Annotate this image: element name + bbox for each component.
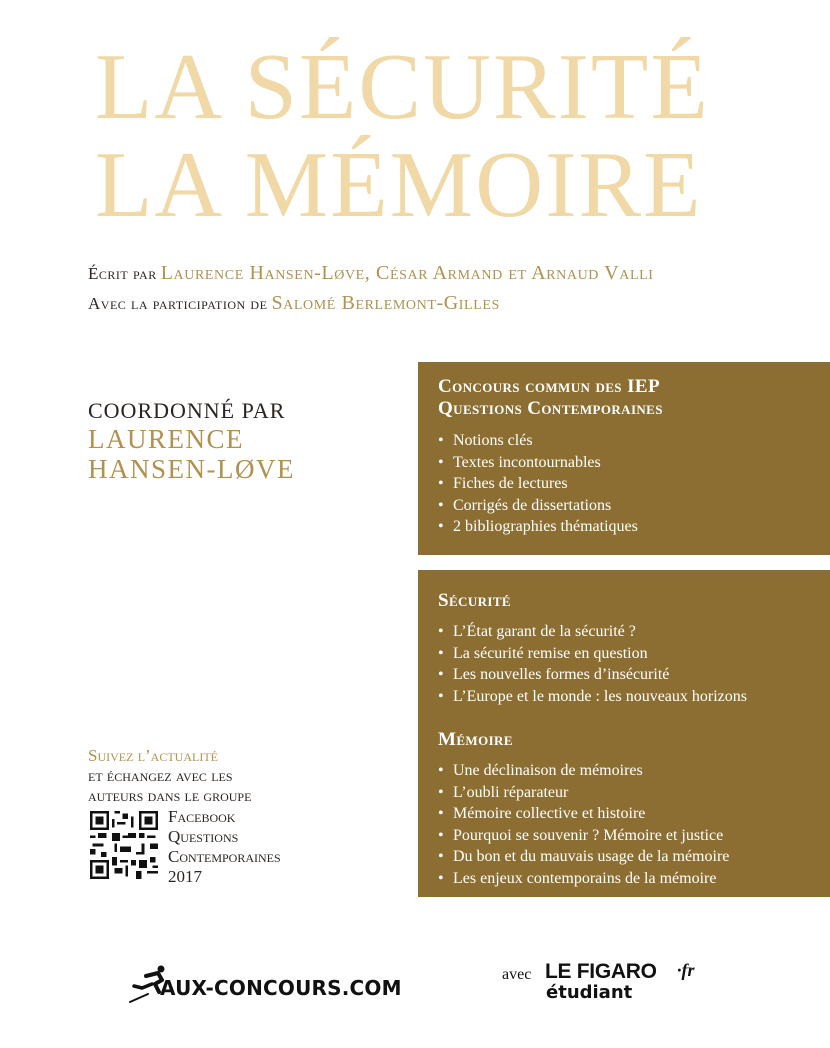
list-item: • Mémoire collective et histoire — [438, 803, 814, 825]
figaro-fr-text: ·fr — [677, 960, 695, 980]
memoire-list — [438, 760, 814, 889]
authors-names: Laurence Hansen-Løve, César Armand et Arnaud Valli — [160, 262, 654, 284]
coordinator-name-line2: HANSEN-LØVE — [88, 454, 295, 484]
figaro-text: LE FIGARO — [545, 960, 657, 983]
qr-line-year: 2017 — [168, 867, 202, 886]
section-title-securite: Sécurité — [438, 590, 512, 611]
qr-line-contemporaines: Contemporaines — [168, 847, 281, 866]
list-item: • L’Europe et le monde : les nouveaux horizons — [438, 686, 814, 708]
follow-line3: auteurs dans le groupe — [88, 786, 252, 805]
coordinated-by-label: COORDONNÉ PAR — [88, 398, 286, 423]
participation-name: Salomé Berlemont-Gilles — [271, 292, 500, 314]
list-item: • L’oubli réparateur — [438, 782, 814, 804]
securite-list — [438, 621, 814, 707]
contest-title-line1: Concours commun des IEP — [438, 376, 660, 397]
list-item: • Corrigés de dissertations — [438, 495, 814, 517]
follow-line2: et échangez avec les — [88, 766, 233, 785]
qr-line-questions: Questions — [168, 827, 239, 846]
participation-label: Avec la participation de — [88, 294, 268, 313]
contest-list — [438, 430, 814, 538]
follow-line1: Suivez l’actualité — [88, 746, 219, 765]
list-item: • Du bon et du mauvais usage de la mémoire — [438, 846, 814, 868]
coordinator-name-line1: LAURENCE — [88, 424, 244, 454]
coordination-block — [88, 398, 408, 484]
book-title-line2: LA MÉMOIRE — [95, 133, 703, 237]
list-item: • Les enjeux contemporains de la mémoire — [438, 868, 814, 890]
contest-title-line2: Questions Contemporaines — [438, 398, 663, 419]
list-item: • L’État garant de la sécurité ? — [438, 621, 814, 643]
list-item: • Notions clés — [438, 430, 814, 452]
authors-credit — [88, 262, 654, 285]
list-item: • Textes incontournables — [438, 452, 814, 474]
follow-block — [88, 746, 251, 806]
contest-panel — [418, 362, 830, 555]
etudiant-text: étudiant — [546, 982, 633, 1003]
aux-concours-text: AUX-CONCOURS.COM — [160, 976, 402, 1000]
qr-line-facebook: Facebook — [168, 807, 236, 826]
section-title-memoire: Mémoire — [438, 729, 513, 750]
written-by-label: Écrit par — [88, 264, 157, 283]
list-item: • Une déclinaison de mémoires — [438, 760, 814, 782]
facebook-group-text — [168, 807, 281, 887]
participation-credit — [88, 292, 500, 315]
book-title-line1: LA SÉCURITÉ — [95, 35, 710, 139]
avec-label: avec — [502, 966, 532, 983]
list-item: • Pourquoi se souvenir ? Mémoire et justice — [438, 825, 814, 847]
list-item: • Les nouvelles formes d’insécurité — [438, 664, 814, 686]
list-item: • La sécurité remise en question — [438, 643, 814, 665]
qr-code-icon[interactable] — [90, 810, 158, 880]
list-item: • 2 bibliographies thématiques — [438, 516, 814, 538]
themes-panel — [418, 570, 830, 897]
list-item: • Fiches de lectures — [438, 473, 814, 495]
